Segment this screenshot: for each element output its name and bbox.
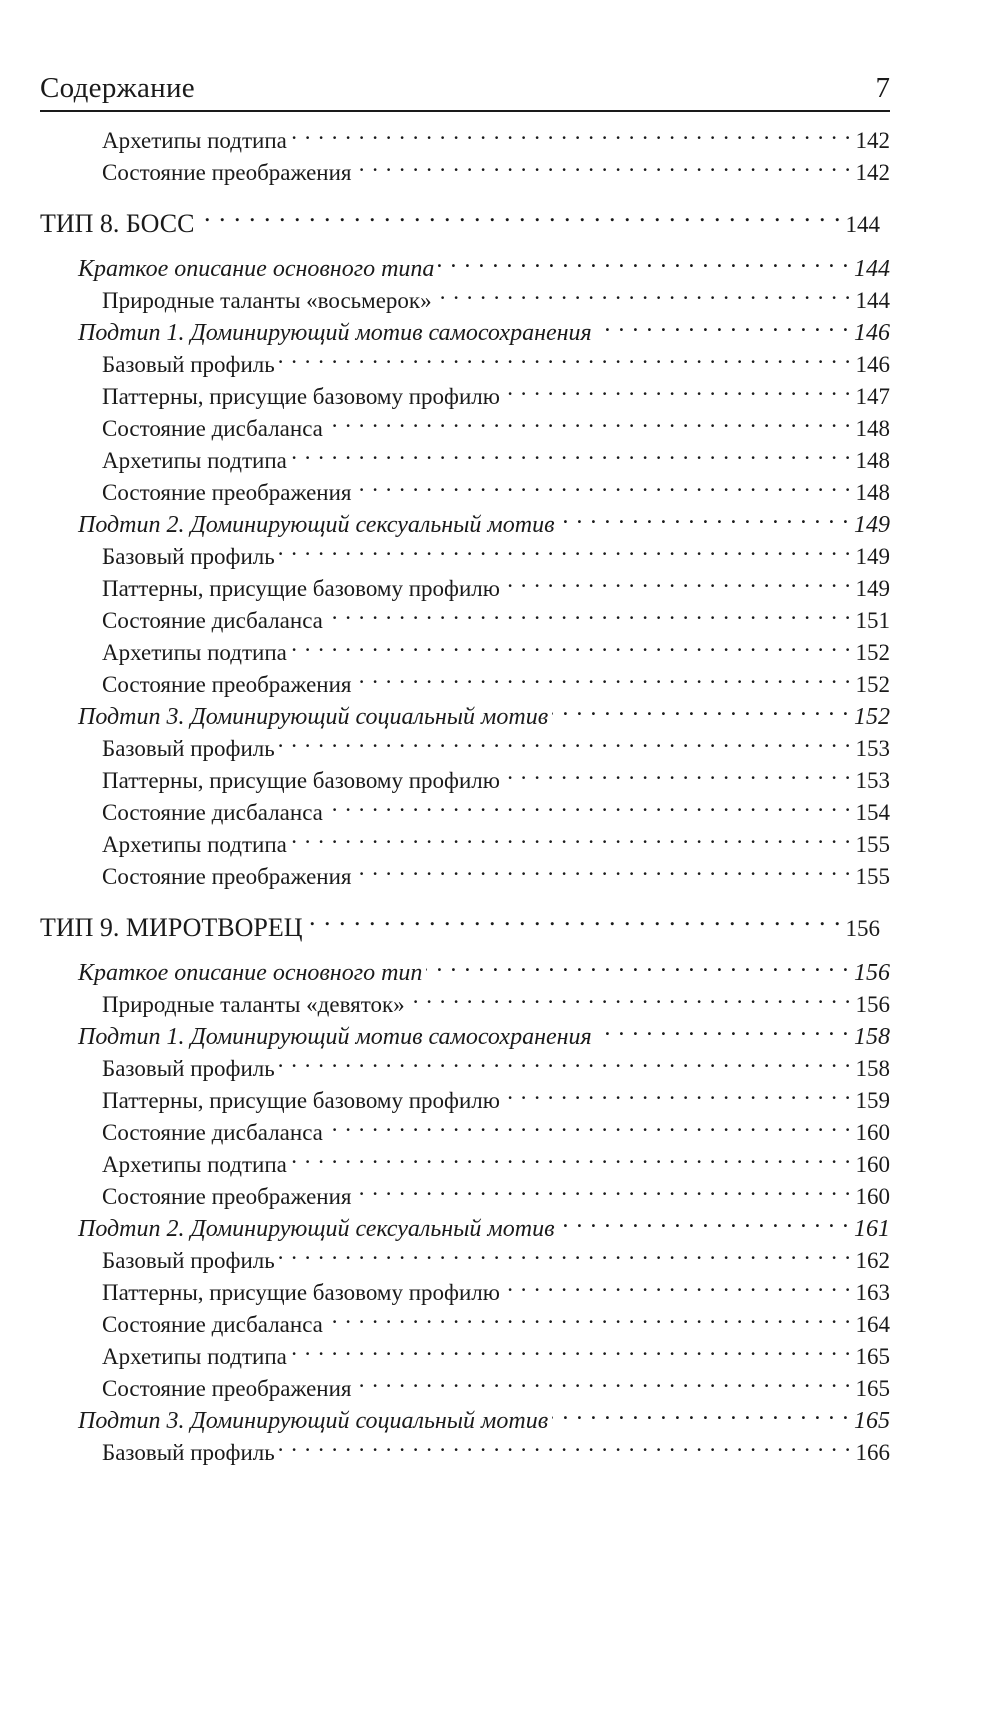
toc-entry-label: Природные таланты «восьмерок»: [102, 288, 432, 313]
dot-leader: [279, 532, 852, 564]
dot-leader: [279, 724, 852, 756]
toc-entry-page-number: 149: [855, 544, 890, 569]
toc-entry-page-number: 144: [855, 288, 890, 313]
toc-entry-label: Базовый профиль: [102, 736, 275, 761]
toc-entry-page-number: 155: [855, 864, 890, 889]
running-header: [40, 70, 890, 112]
toc-entry-page-number: 152: [855, 640, 890, 665]
dot-leader: [504, 1268, 852, 1300]
toc-entry-sub: [40, 596, 890, 633]
dot-leader: [596, 1012, 850, 1044]
dot-leader: [356, 852, 852, 884]
toc-entry-page-number: 147: [855, 384, 890, 409]
dot-leader: [504, 372, 852, 404]
toc-entry-page-number: 158: [855, 1056, 890, 1081]
toc-entry-label: Архетипы подтипа: [102, 832, 287, 857]
toc-entry-page-number: 148: [855, 416, 890, 441]
dot-leader: [596, 308, 850, 340]
toc-entry-label: Базовый профиль: [102, 544, 275, 569]
toc-entry-label: Подтип 1. Доминирующий мотив самосохранения: [78, 320, 592, 346]
toc-entry-page-number: 165: [855, 1376, 890, 1401]
toc-entry-sub: [40, 532, 890, 569]
toc-entry-sub: [40, 116, 890, 153]
toc-entry-page-number: 142: [855, 128, 890, 153]
toc-entry-sub: [40, 660, 890, 697]
dot-leader: [356, 660, 852, 692]
toc-entry-label: Состояние дисбаланса: [102, 1312, 323, 1337]
toc-entry-sub: [40, 468, 890, 505]
toc-entry-label: Природные таланты «девяток»: [102, 992, 405, 1017]
toc-entry-sub: [40, 1428, 890, 1465]
toc-entry-label: Архетипы подтипа: [102, 640, 287, 665]
toc-entry-label: Состояние преображения: [102, 1376, 352, 1401]
dot-leader: [291, 116, 852, 148]
toc-entry-sub: [40, 1108, 890, 1145]
toc-entry-label: Архетипы подтипа: [102, 1344, 287, 1369]
toc-entry-sub: [40, 1236, 890, 1273]
toc-entry-page-number: 153: [855, 768, 890, 793]
toc-entry-section: [40, 1204, 890, 1242]
dot-leader: [559, 1204, 851, 1236]
toc-entry-label: Состояние преображения: [102, 1184, 352, 1209]
toc-entry-label: Подтип 1. Доминирующий мотив самосохранения: [78, 1024, 592, 1050]
toc-entry-label: Паттерны, присущие базовому профилю: [102, 1088, 500, 1113]
toc-entry-page-number: 144: [854, 256, 890, 282]
toc-entry-page-number: 160: [855, 1184, 890, 1209]
toc-entry-page-number: 164: [855, 1312, 890, 1337]
toc-entry-page-number: 144: [845, 212, 880, 237]
dot-leader: [291, 628, 852, 660]
toc-entry-type: [40, 898, 890, 942]
toc-entry-sub: [40, 340, 890, 377]
dot-leader: [327, 1300, 852, 1332]
toc-entry-page-number: 146: [855, 352, 890, 377]
dot-leader: [436, 276, 852, 308]
toc-entry-section: [40, 948, 890, 986]
toc-entry-label: Подтип 3. Доминирующий социальный мотив: [78, 704, 549, 730]
toc-entry-label: Паттерны, присущие базовому профилю: [102, 384, 500, 409]
dot-leader: [327, 788, 852, 820]
header-title: Содержание: [40, 72, 195, 104]
dot-leader: [198, 194, 841, 232]
toc-entry-label: Базовый профиль: [102, 352, 275, 377]
toc-entry-sub: [40, 1044, 890, 1081]
toc-entry-label: Состояние дисбаланса: [102, 608, 323, 633]
dot-leader: [327, 1108, 852, 1140]
dot-leader: [279, 340, 852, 372]
dot-leader: [327, 596, 852, 628]
toc-entry-page-number: 152: [854, 704, 890, 730]
toc-entry-page-number: 153: [855, 736, 890, 761]
dot-leader: [356, 1364, 852, 1396]
toc-entry-page-number: 160: [855, 1152, 890, 1177]
toc-entry-label: Архетипы подтипа: [102, 448, 287, 473]
toc-entry-page-number: 156: [854, 960, 890, 986]
toc-entry-label: Состояние дисбаланса: [102, 416, 323, 441]
toc-entry-page-number: 152: [855, 672, 890, 697]
header-page-number: 7: [875, 72, 890, 104]
toc-entry-sub: [40, 756, 890, 793]
toc-entry-sub: [40, 148, 890, 185]
toc-entry-label: Состояние преображения: [102, 864, 352, 889]
toc-entry-page-number: 159: [855, 1088, 890, 1113]
toc-entry-label: Краткое описание основного типа: [78, 256, 435, 282]
book-page: [40, 70, 890, 1465]
toc-entry-label: Базовый профиль: [102, 1056, 275, 1081]
toc-entry-page-number: 149: [855, 576, 890, 601]
dot-leader: [438, 244, 850, 276]
toc-entry-label: Паттерны, присущие базовому профилю: [102, 576, 500, 601]
toc-entry-page-number: 146: [854, 320, 890, 346]
toc-entry-label: Подтип 3. Доминирующий социальный мотив: [78, 1408, 549, 1434]
toc-entry-label: Краткое описание основного тип: [78, 960, 423, 986]
table-of-contents: [40, 116, 890, 1465]
toc-entry-page-number: 165: [855, 1344, 890, 1369]
dot-leader: [409, 980, 852, 1012]
toc-entry-label: Архетипы подтипа: [102, 128, 287, 153]
toc-entry-sub: [40, 404, 890, 441]
toc-entry-page-number: 154: [855, 800, 890, 825]
toc-entry-page-number: 148: [855, 448, 890, 473]
dot-leader: [504, 1076, 852, 1108]
toc-entry-sub: [40, 820, 890, 857]
toc-entry-label: Архетипы подтипа: [102, 1152, 287, 1177]
toc-entry-label: ТИП 9. МИРОТВОРЕЦ: [40, 913, 303, 942]
toc-entry-label: Состояние дисбаланса: [102, 1120, 323, 1145]
toc-entry-label: ТИП 8. БОСС: [40, 209, 195, 238]
toc-entry-label: Подтип 2. Доминирующий сексуальный мотив: [78, 512, 555, 538]
toc-entry-page-number: 160: [855, 1120, 890, 1145]
toc-entry-section: [40, 308, 890, 346]
dot-leader: [426, 948, 850, 980]
toc-entry-page-number: 156: [855, 992, 890, 1017]
dot-leader: [279, 1428, 852, 1460]
toc-entry-sub: [40, 788, 890, 825]
toc-entry-section: [40, 1396, 890, 1434]
dot-leader: [291, 820, 852, 852]
toc-entry-section: [40, 244, 890, 282]
dot-leader: [307, 898, 842, 936]
toc-entry-label: Базовый профиль: [102, 1248, 275, 1273]
toc-entry-sub: [40, 1300, 890, 1337]
toc-entry-page-number: 149: [854, 512, 890, 538]
dot-leader: [504, 756, 852, 788]
dot-leader: [559, 500, 851, 532]
toc-entry-label: Паттерны, присущие базовому профилю: [102, 768, 500, 793]
dot-leader: [356, 1172, 852, 1204]
toc-entry-sub: [40, 980, 890, 1017]
toc-entry-sub: [40, 1076, 890, 1113]
dot-leader: [279, 1044, 852, 1076]
toc-entry-sub: [40, 724, 890, 761]
toc-entry-page-number: 161: [854, 1216, 890, 1242]
toc-entry-page-number: 155: [855, 832, 890, 857]
dot-leader: [279, 1236, 852, 1268]
toc-entry-sub: [40, 276, 890, 313]
toc-entry-page-number: 148: [855, 480, 890, 505]
toc-entry-page-number: 142: [855, 160, 890, 185]
toc-entry-label: Подтип 2. Доминирующий сексуальный мотив: [78, 1216, 555, 1242]
toc-entry-label: Паттерны, присущие базовому профилю: [102, 1280, 500, 1305]
toc-entry-label: Состояние преображения: [102, 672, 352, 697]
toc-entry-page-number: 166: [855, 1440, 890, 1465]
toc-entry-page-number: 156: [845, 916, 880, 941]
toc-entry-type: [40, 194, 890, 238]
dot-leader: [356, 468, 852, 500]
toc-entry-page-number: 163: [855, 1280, 890, 1305]
dot-leader: [552, 1396, 850, 1428]
toc-entry-section: [40, 500, 890, 538]
dot-leader: [291, 1332, 852, 1364]
toc-entry-label: Базовый профиль: [102, 1440, 275, 1465]
toc-entry-sub: [40, 852, 890, 889]
toc-entry-sub: [40, 1140, 890, 1177]
toc-entry-page-number: 165: [854, 1408, 890, 1434]
toc-entry-section: [40, 692, 890, 730]
toc-entry-sub: [40, 564, 890, 601]
toc-entry-sub: [40, 628, 890, 665]
toc-entry-sub: [40, 1268, 890, 1305]
dot-leader: [291, 436, 852, 468]
toc-entry-page-number: 162: [855, 1248, 890, 1273]
toc-entry-label: Состояние преображения: [102, 160, 352, 185]
toc-entry-label: Состояние дисбаланса: [102, 800, 323, 825]
toc-entry-page-number: 151: [855, 608, 890, 633]
toc-entry-sub: [40, 372, 890, 409]
toc-entry-page-number: 158: [854, 1024, 890, 1050]
dot-leader: [552, 692, 850, 724]
toc-entry-sub: [40, 1172, 890, 1209]
dot-leader: [327, 404, 852, 436]
dot-leader: [291, 1140, 852, 1172]
toc-entry-sub: [40, 436, 890, 473]
toc-entry-sub: [40, 1364, 890, 1401]
dot-leader: [356, 148, 852, 180]
toc-entry-sub: [40, 1332, 890, 1369]
dot-leader: [504, 564, 852, 596]
toc-entry-label: Состояние преображения: [102, 480, 352, 505]
toc-entry-section: [40, 1012, 890, 1050]
